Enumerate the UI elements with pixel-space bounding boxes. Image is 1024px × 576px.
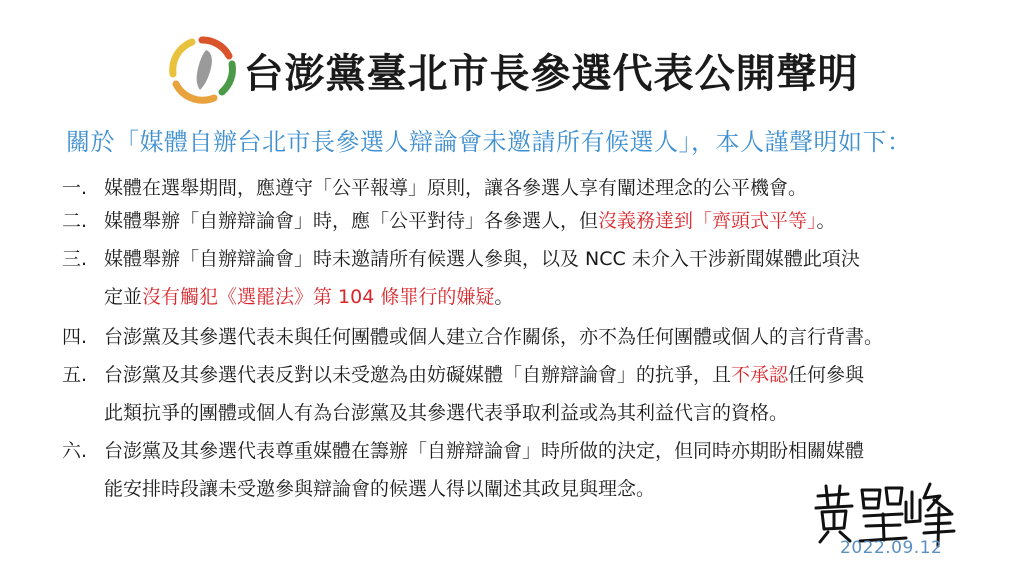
item-number: 六.	[62, 440, 88, 462]
header	[0, 30, 1024, 110]
list-item	[62, 318, 992, 356]
item-number: 一.	[62, 177, 88, 199]
list-item	[62, 356, 992, 432]
item-text: 媒體舉辦「自辦辯論會」時未邀請所有候選人參與，以及 NCC 未介入干涉新聞媒體此項決	[104, 248, 860, 270]
statement-subtitle: 關於「媒體自辦台北市長參選人辯論會未邀請所有候選人」，本人謹聲明如下：	[66, 128, 912, 156]
list-item	[62, 240, 992, 316]
page-title: 台澎黨臺北市長參選代表公開聲明	[243, 50, 859, 97]
highlight-text: 沒義務達到「齊頭式平等」	[598, 210, 817, 232]
item-number: 五.	[62, 364, 88, 386]
item-text-continued: 能安排時段讓未受邀參與辯論會的候選人得以闡述其政見與理念。	[104, 478, 656, 500]
item-text: 台澎黨及其參選代表尊重媒體在籌辦「自辦辯論會」時所做的決定，但同時亦期盼相關媒體	[104, 440, 865, 462]
item-number: 二.	[62, 210, 88, 232]
item-number: 四.	[62, 326, 88, 348]
taiwan-ring-logo-icon	[166, 34, 238, 106]
item-text: 媒體在選舉期間，應遵守「公平報導」原則，讓各參選人享有闡述理念的公平機會。	[104, 177, 808, 199]
item-text: 媒體舉辦「自辦辯論會」時，應「公平對待」各參選人，但沒義務達到「齊頭式平等」。	[104, 210, 836, 232]
highlight-text: 不承認	[731, 364, 789, 386]
item-text-continued: 此類抗爭的團體或個人有為台澎黨及其參選代表爭取利益或為其利益代言的資格。	[104, 402, 789, 424]
item-number: 三.	[62, 248, 88, 270]
highlight-text: 沒有觸犯《選罷法》第 104 條罪行的嫌疑	[142, 286, 495, 308]
item-text: 台澎黨及其參選代表反對以未受邀為由妨礙媒體「自辦辯論會」的抗爭，且不承認任何參與	[104, 364, 865, 386]
item-text-continued: 定並沒有觸犯《選罷法》第 104 條罪行的嫌疑。	[104, 286, 514, 308]
item-text: 台澎黨及其參選代表未與任何團體或個人建立合作關係，亦不為任何團體或個人的言行背書。	[104, 326, 884, 348]
list-item	[62, 202, 992, 240]
statement-date: 2022.09.12	[840, 538, 943, 558]
